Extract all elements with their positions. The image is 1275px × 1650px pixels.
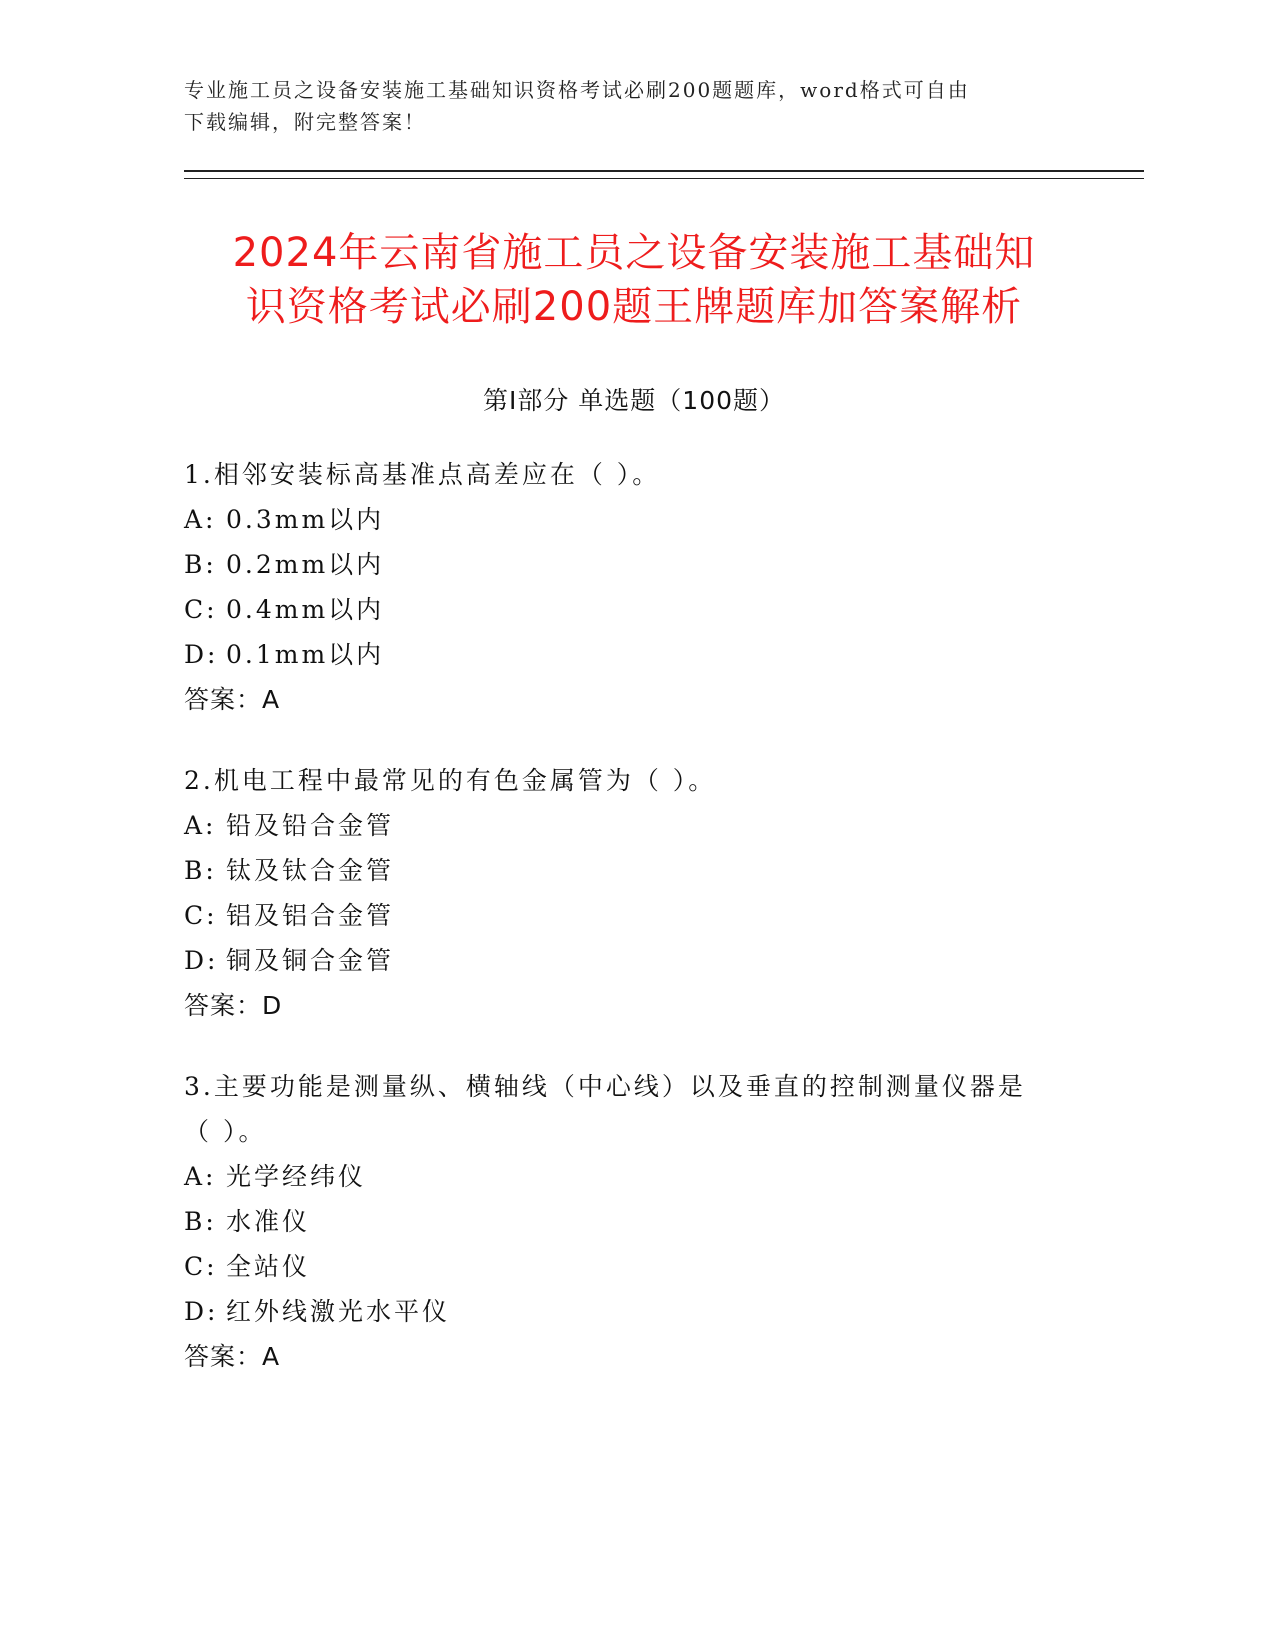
section-heading: 第Ⅰ部分 单选题（100题） [482, 386, 786, 415]
question-option-c [184, 587, 1084, 632]
option-letter: D: [184, 946, 219, 975]
option-letter: A: [184, 505, 217, 534]
document-title [184, 226, 1084, 334]
option-letter: B: [184, 1207, 217, 1236]
option-text: 红外线激光水平仪 [226, 1297, 451, 1326]
header-note-line: 专业施工员之设备安装施工基础知识资格考试必刷200题题库，word格式可自由 [184, 78, 970, 102]
option-letter: C: [184, 595, 218, 624]
question-2 [184, 758, 1084, 1028]
option-text: 铝及铝合金管 [226, 901, 395, 930]
option-text: 水准仪 [226, 1207, 311, 1236]
question-3 [184, 1064, 1084, 1379]
option-letter: C: [184, 1252, 218, 1281]
option-letter: D: [184, 640, 219, 669]
option-text: 0.2mm以内 [226, 550, 385, 579]
question-answer: 答案：D [184, 991, 283, 1020]
question-stem [184, 1064, 1084, 1154]
option-letter: B: [184, 856, 217, 885]
question-option-b [184, 542, 1084, 587]
question-1 [184, 452, 1084, 722]
option-text: 铜及铜合金管 [226, 946, 395, 975]
question-stem [184, 452, 1084, 497]
question-option-a [184, 497, 1084, 542]
question-answer: 答案：A [184, 1342, 281, 1371]
option-letter: C: [184, 901, 218, 930]
option-letter: A: [184, 811, 217, 840]
question-option-d [184, 632, 1084, 677]
question-option-c [184, 1244, 1084, 1289]
question-stem-line: 2.机电工程中最常见的有色金属管为（ ）。 [184, 766, 717, 795]
option-text: 全站仪 [226, 1252, 311, 1281]
question-option-c [184, 893, 1084, 938]
option-text: 铅及铅合金管 [226, 811, 395, 840]
question-option-d [184, 1289, 1084, 1334]
question-option-a [184, 1154, 1084, 1199]
question-stem [184, 758, 1084, 803]
question-option-a [184, 803, 1084, 848]
question-answer: 答案：A [184, 685, 281, 714]
header-note-line: 下载编辑，附完整答案！ [184, 110, 426, 134]
question-option-b [184, 1199, 1084, 1244]
question-option-b [184, 848, 1084, 893]
header-note [184, 74, 1084, 138]
option-letter: A: [184, 1162, 217, 1191]
option-letter: B: [184, 550, 217, 579]
option-text: 0.3mm以内 [226, 505, 385, 534]
question-stem-line: （ ）。 [184, 1117, 267, 1146]
question-option-d [184, 938, 1084, 983]
header-divider-thick [184, 170, 1144, 172]
document-title-line: 2024年云南省施工员之设备安装施工基础知 [232, 230, 1036, 276]
document-title-line: 识资格考试必刷200题王牌题库加答案解析 [245, 284, 1023, 330]
header-divider-thin [184, 178, 1144, 179]
option-text: 光学经纬仪 [226, 1162, 367, 1191]
question-stem-line: 3.主要功能是测量纵、横轴线（中心线）以及垂直的控制测量仪器是 [184, 1072, 1026, 1101]
option-text: 0.1mm以内 [226, 640, 385, 669]
option-letter: D: [184, 1297, 219, 1326]
question-stem-line: 1.相邻安装标高基准点高差应在（ ）。 [184, 460, 661, 489]
option-text: 钛及钛合金管 [226, 856, 395, 885]
option-text: 0.4mm以内 [226, 595, 385, 624]
